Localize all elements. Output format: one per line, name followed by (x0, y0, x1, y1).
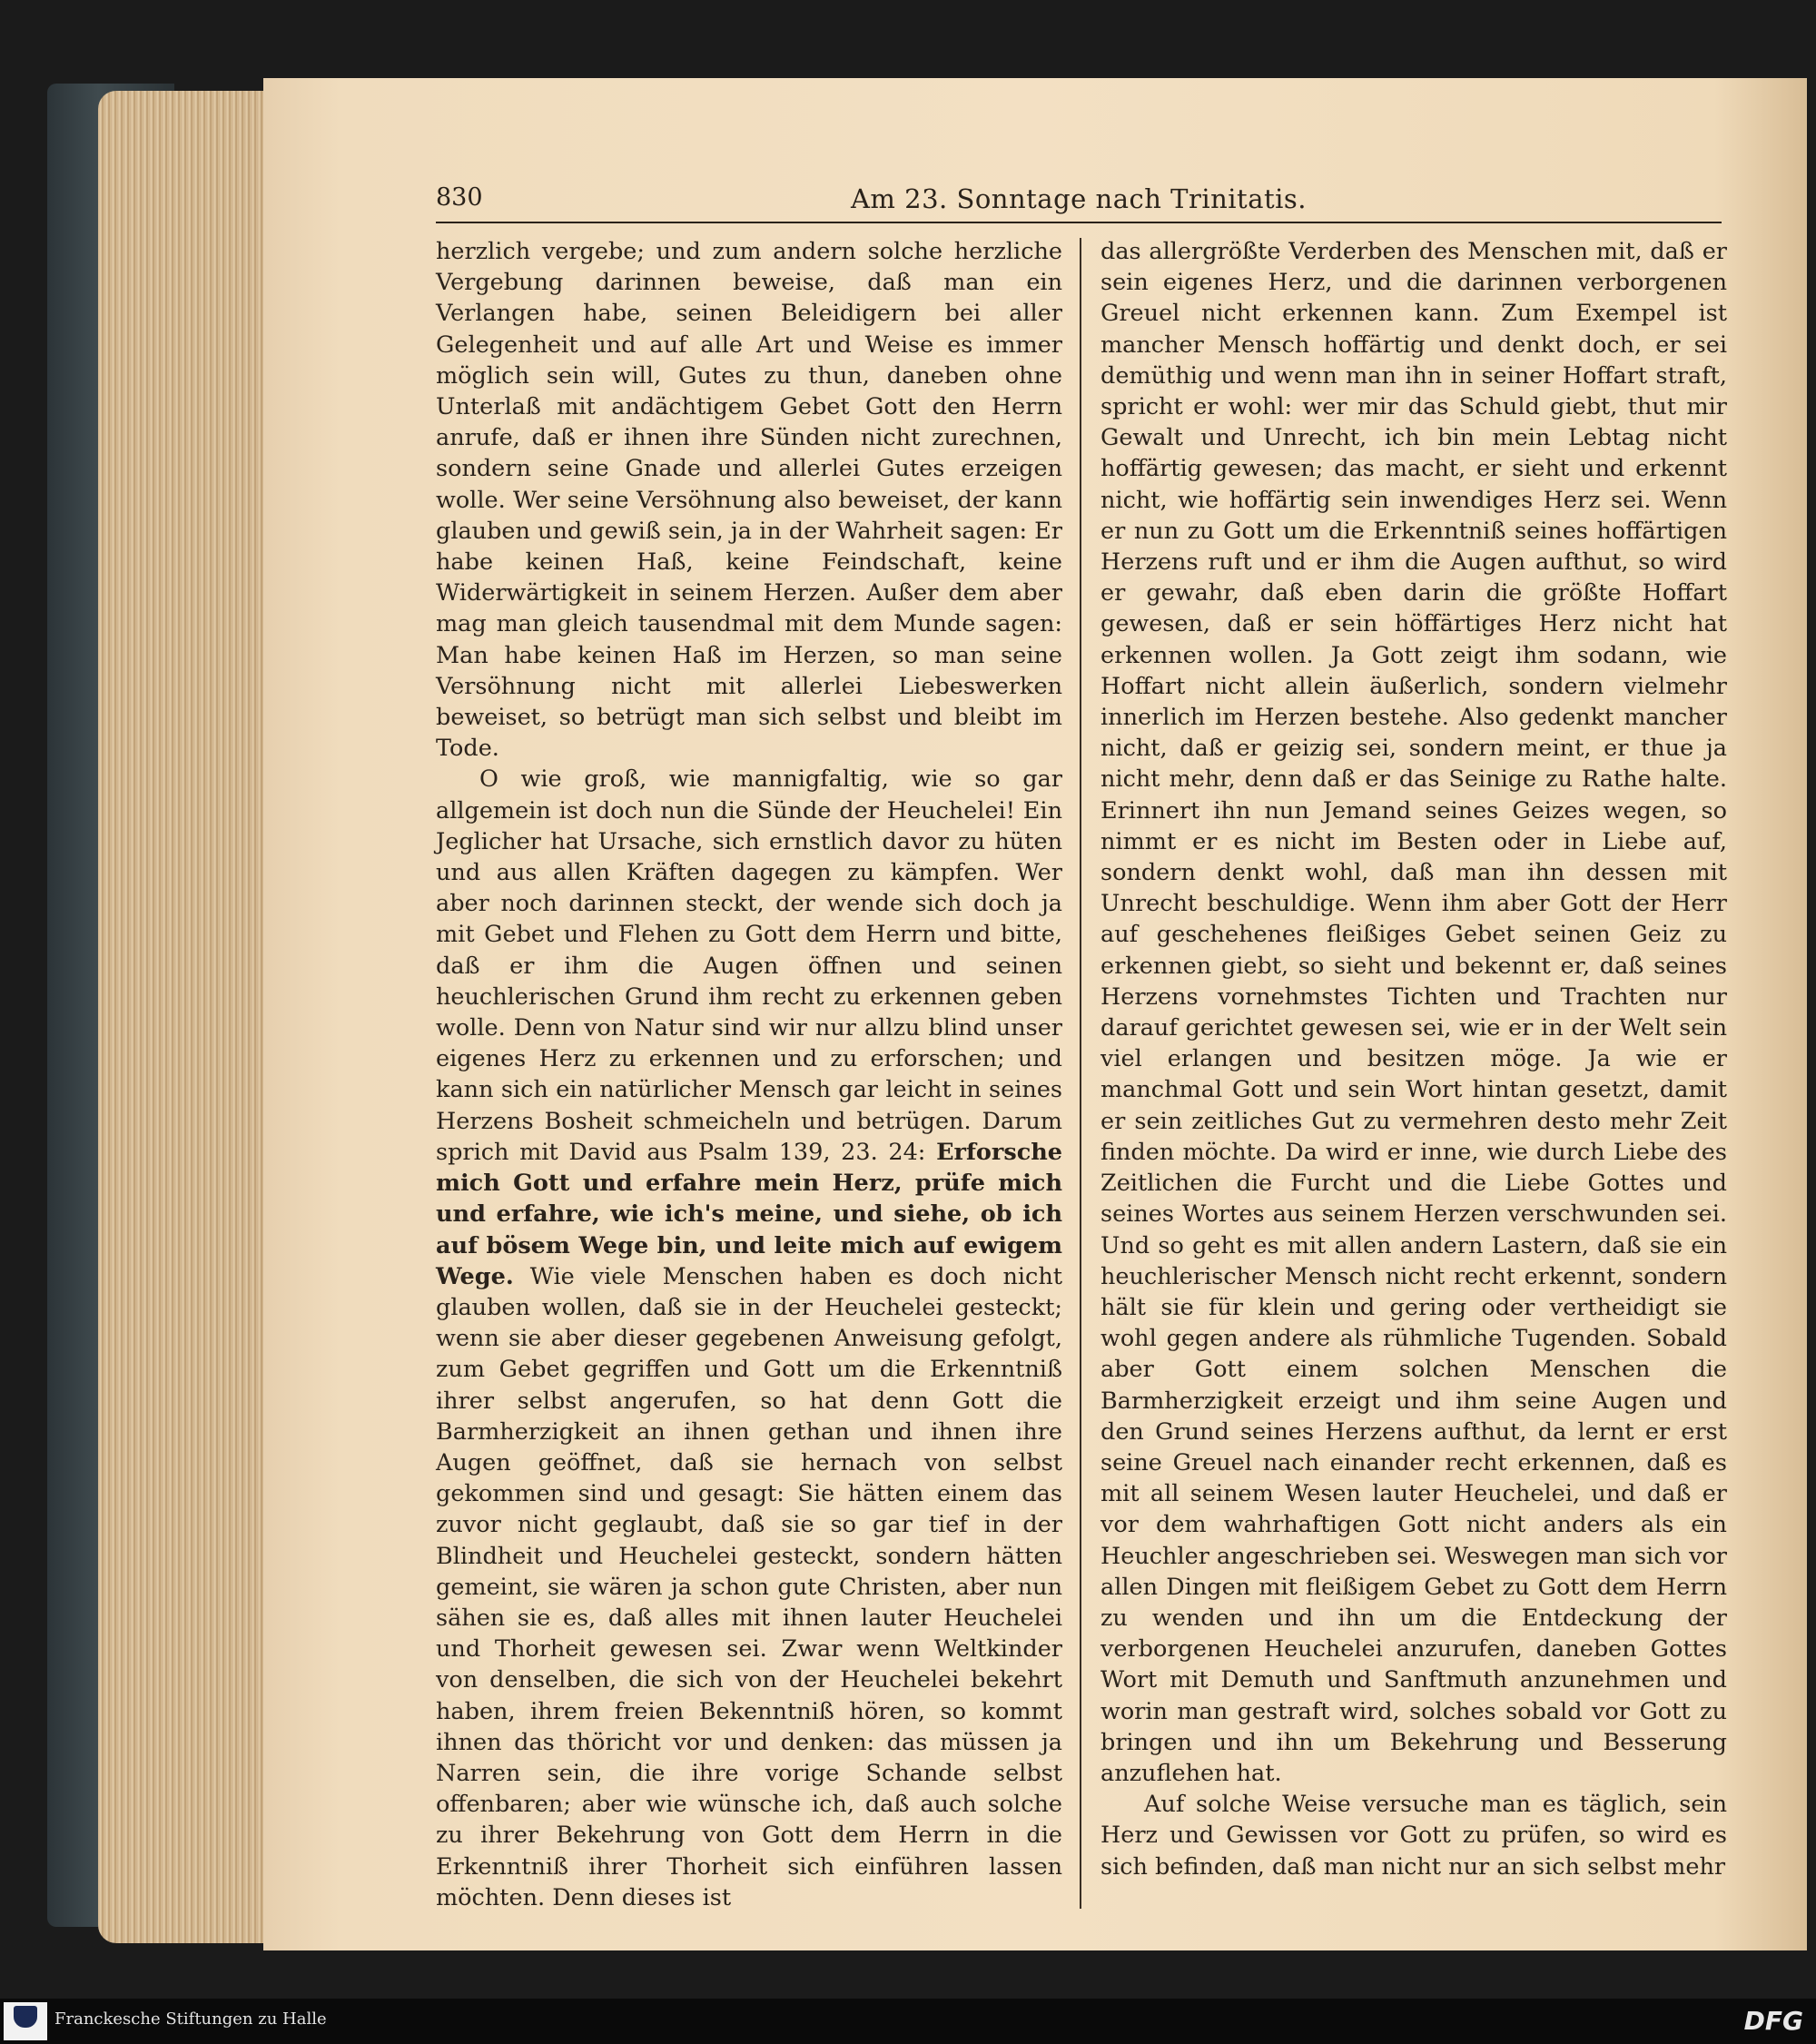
viewer-footer (0, 1999, 1816, 2044)
paragraph-text: Wie viele Menschen haben es doch nicht glauben wollen, daß sie in der Heuchelei gesteckt; wenn sie aber dieser gegebenen Anweisung gefolgt, zum Gebet gegriffen und Gott um die Erkenntniß ihrer selbst angerufen, so hat denn Gott die Barmherzigkeit an ihnen gethan und ihnen ihre Augen geöffnet, daß sie hernach von selbst gekommen sind und gesagt: Sie hätten einem das zuvor nicht geglaubt, daß sie so gar tief in der Blindheit und Heuchelei gesteckt, sondern hätten gemeint, sie wären ja schon gute Christen, aber nun sähen sie es, daß alles mit ihnen lauter Heuchelei und Thorheit gewesen sei. Zwar wenn Weltkinder von denselben, die sich von der Heuchelei bekehrt haben, ihrem freien Bekenntniß hören, so kommt ihnen das thöricht vor und denken: das müssen ja Narren sein, die ihre vorige Schande selbst offenbaren; aber wie wünsche ich, daß auch solche zu ihrer Bekehrung von Gott dem Herrn in die Erkenntniß ihrer Thorheit sich einführen lassen möchten. Denn dieses ist (436, 1262, 1062, 1911)
running-title: Am 23. Sonntage nach Trinitatis. (850, 183, 1308, 214)
right-column (1100, 236, 1727, 1882)
running-head (436, 176, 1722, 223)
scripture-quote: Erforsche mich Gott und erfahre mein Herz, prüfe mich und erfahre, wie ich's meine, und siehe, ob ich auf bösem Wege bin, und leite mich auf ewigem Wege. (436, 1138, 1063, 1290)
paragraph: herzlich vergebe; und zum andern solche herzliche Vergebung darinnen beweise, daß man ein Verlangen habe, seinen Beleidigern bei aller Gelegenheit und auf alle Art und Weise es immer möglich sein will, Gutes zu thun, daneben ohne Unterlaß mit andächtigem Gebet Gott den Herrn anrufe, daß er ihnen ihre Sünden nicht zurechnen, sondern seine Gnade und allerlei Gutes erzeigen wolle. Wer seine Versöhnung also beweiset, der kann glauben und gewiß sein, ja in der Wahrheit sagen: Er habe keinen Haß, keine Feindschaft, keine Widerwärtigkeit in seinem Herzen. Außer dem aber mag man gleich tausendmal mit dem Munde sagen: Man habe keinen Haß im Herzen, so man seine Versöhnung nicht mit allerlei Liebeswerken beweiset, so betrügt man sich selbst und bleibt im Tode. (436, 238, 1062, 763)
left-column (436, 236, 1062, 1913)
column-divider (1080, 238, 1081, 1909)
paragraph: das allergrößte Verderben des Menschen mit, daß er sein eigenes Herz, und die darinnen verborgenen Greuel nicht erkennen kann. Zum Exempel ist mancher Mensch hoffärtig und denkt doch, er sei demüthig und wenn man ihn in seiner Hoffart straft, spricht er wohl: wer mir das Schuld giebt, thut mir Gewalt und Unrecht, ich bin mein Lebtag nicht hoffärtig gewesen; das macht, er sieht und erkennt nicht, wie hoffärtig sein inwendiges Herz sei. Wenn er nun zu Gott um die Erkenntniß seines hoffärtigen Herzens ruft und er ihm die Augen aufthut, so wird er gewahr, daß eben darin die größte Hoffart gewesen, daß er sein höffärtiges Herz nicht hat erkennen wollen. Ja Gott zeigt ihm sodann, wie Hoffart nicht allein äußerlich, sondern vielmehr innerlich im Herzen bestehe. Also gedenkt mancher nicht, daß er geizig sei, sondern meint, er thue ja nicht mehr, denn daß er das Seinige zu Rathe halte. Erinnert ihn nun Jemand seines Geizes wegen, so nimmt er es nicht im Besten oder in Liebe auf, sondern denkt wohl, daß man ihn dessen mit Unrecht beschuldige. Wenn ihm aber Gott der Herr auf geschehenes fleißiges Gebet seinen Geiz zu erkennen giebt, so sieht und bekennt er, daß seines Herzens vornehmstes Tichten und Trachten nur darauf gerichtet gewesen sei, wie er in der Welt sein viel erlangen und besitzen möge. Ja wie er manchmal Gott und sein Wort hintan gesetzt, damit er sein zeitliches Gut zu vermehren desto mehr Zeit finden möchte. Da wird er inne, wie durch Liebe des Zeitlichen die Furcht und die Liebe Gottes und seines Wortes aus seinem Herzen verschwunden sei. Und so geht es mit allen andern Lastern, daß sie ein heuchlerischer Mensch nicht recht erkennt, sondern hält sie für klein und gering oder vertheidigt sie wohl gegen andere als rühmliche Tugenden. Sobald aber Gott einem solchen Menschen die Barmherzigkeit erzeigt und ihm seine Augen und den Grund seines Herzens aufthut, da lernt er erst seine Greuel nach einander recht erkennen, daß es mit all seinem Wesen lauter Heuchelei, und daß er vor dem wahrhaftigen Gott nicht anders als ein Heuchler angeschrieben sei. Weswegen man sich vor allen Dingen mit fleißigem Gebet zu Gott dem Herrn zu wenden und ihn um die Entdeckung der verborgenen Heuchelei anzurufen, daneben Gottes Wort mit Demuth und Sanftmuth anzunehmen und worin man gestraft wird, solches sobald vor Gott zu bringen und ihn um Bekehrung und Besserung anzuflehen hat. (1100, 238, 1727, 1787)
paragraph-text: O wie groß, wie mannigfaltig, wie so gar allgemein ist doch nun die Sünde der Heuchelei! Ein Jeglicher hat Ursache, sich ernstlich davor zu hüten und aus allen Kräften dagegen zu kämpfen. Wer aber noch darinnen steckt, der wende sich doch ja mit Gebet und Flehen zu Gott dem Herrn und bitte, daß er ihm die Augen öffnen und seinen heuchlerischen Grund ihm recht zu erkennen geben wolle. Denn von Natur sind wir nur allzu blind unser eigenes Herz zu erkennen und zu erforschen; und kann sich ein natürlicher Mensch gar leicht in seines Herzens Bosheit schmeicheln und betrügen. Darum sprich mit David aus Psalm 139, 23. 24: (436, 765, 1062, 1166)
book-page (263, 78, 1807, 1950)
page-number: 830 (436, 183, 483, 212)
institution-name: Franckesche Stiftungen zu Halle (54, 2009, 327, 2029)
crest-icon (14, 2006, 37, 2028)
institution-logo-icon (4, 2002, 47, 2040)
paragraph: Auf solche Weise versuche man es täglich, sein Herz und Gewissen vor Gott zu prüfen, so wird es sich befinden, daß man nicht nur an sich selbst mehr (1100, 1791, 1727, 1881)
dfg-logo: DFG (1743, 2006, 1803, 2036)
page-stack-edge (98, 91, 280, 1943)
paragraph (436, 764, 1062, 1913)
